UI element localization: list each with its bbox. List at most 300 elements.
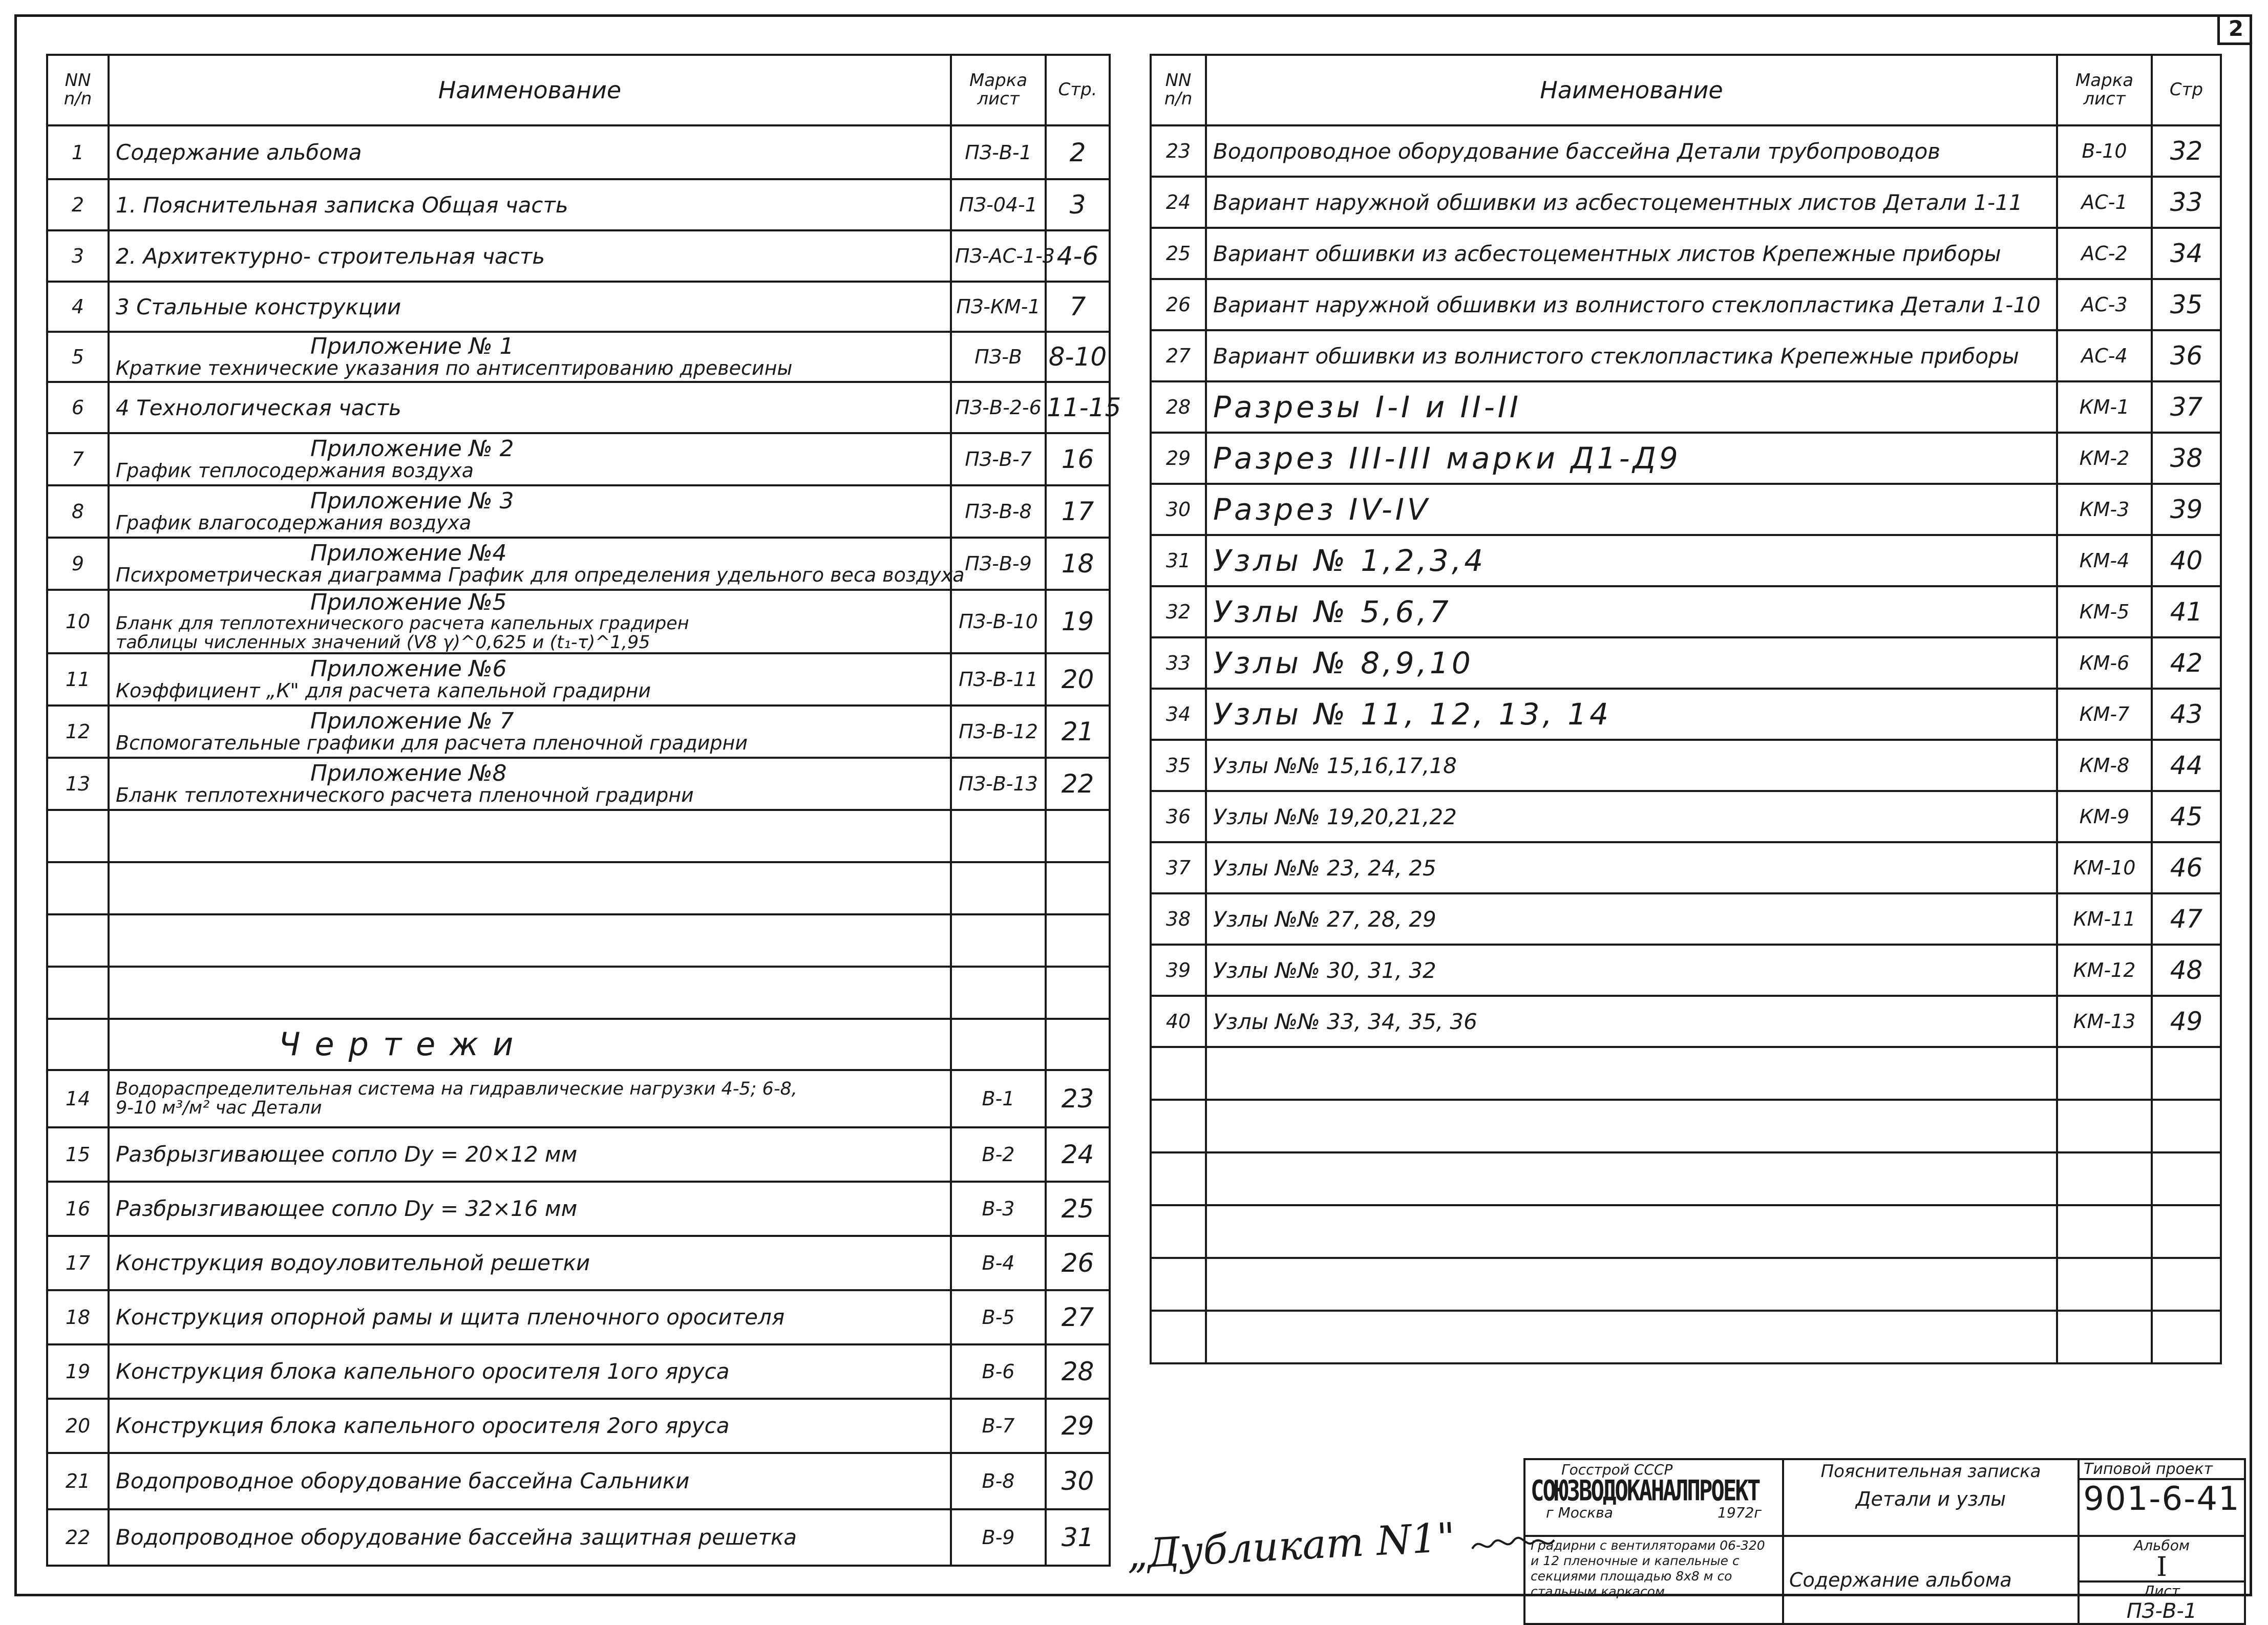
row-name: Конструкция опорной рамы и щита пленочного оросителя <box>109 1290 951 1344</box>
empty-row <box>1151 1100 2221 1152</box>
empty-cell <box>2152 1258 2221 1311</box>
row-name: Водопроводное оборудование бассейна защитная решетка <box>109 1509 951 1566</box>
empty-cell <box>2057 1152 2152 1205</box>
row-page: 8-10 <box>1046 332 1110 382</box>
row-mark: АС-4 <box>2057 330 2152 381</box>
row-name: 4 Технологическая часть <box>109 382 951 433</box>
appendix-label: Приложение № 2 <box>310 435 514 462</box>
header-name: Наименование <box>109 55 951 125</box>
row-mark: ПЗ-В-9 <box>951 538 1046 590</box>
row-mark: В-6 <box>951 1344 1046 1399</box>
row-name <box>109 1070 951 1127</box>
project-label: Типовой проект <box>2080 1460 2244 1480</box>
row-mark: КМ-11 <box>2057 893 2152 945</box>
row-number: 30 <box>1151 484 1206 535</box>
row-page: 46 <box>2152 842 2221 893</box>
row-page: 35 <box>2152 279 2221 330</box>
row-number: 33 <box>1151 637 1206 689</box>
album-cell <box>2079 1536 2245 1624</box>
row-title-2: 9-10 м³/м² час Детали <box>116 1097 322 1118</box>
org-name: СОЮЗВОДОКАНАЛПРОЕКТ <box>1531 1474 1760 1508</box>
row-page: 23 <box>1046 1070 1110 1127</box>
header-page: Стр <box>2152 55 2221 125</box>
row-number: 13 <box>47 758 109 810</box>
row-name: Вариант обшивки из волнистого стеклопластика Крепежные приборы <box>1206 330 2057 381</box>
table-row <box>47 758 1110 810</box>
row-name <box>109 485 951 538</box>
row-page: 31 <box>1046 1509 1110 1566</box>
row-number: 21 <box>47 1453 109 1509</box>
album-label: Альбом <box>2133 1537 2190 1554</box>
table-row <box>1151 228 2221 279</box>
header-page: Стр. <box>1046 55 1110 125</box>
row-page: 16 <box>1046 433 1110 485</box>
row-mark: ПЗ-В-10 <box>951 590 1046 653</box>
album-number: I <box>2080 1554 2244 1583</box>
row-name: Разрезы I-I и II-II <box>1206 381 2057 433</box>
empty-row <box>47 967 1110 1019</box>
row-page: 18 <box>1046 538 1110 590</box>
description: Градирни с вентиляторами 06-320 и 12 пленочные и капельные с секциями площадью 8х8 м со стальным каркасом <box>1531 1538 1765 1599</box>
row-number: 28 <box>1151 381 1206 433</box>
table-row <box>1151 381 2221 433</box>
row-mark: КМ-8 <box>2057 740 2152 791</box>
row-name: Водопроводное оборудование бассейна Детали трубопроводов <box>1206 125 2057 177</box>
empty-cell <box>951 914 1046 967</box>
row-title: Краткие технические указания по антисептированию древесины <box>116 357 793 380</box>
row-number: 23 <box>1151 125 1206 177</box>
empty-cell <box>1046 914 1110 967</box>
row-mark: КМ-6 <box>2057 637 2152 689</box>
table-row <box>47 1070 1110 1127</box>
empty-cell <box>1206 1152 2057 1205</box>
empty-cell <box>47 1019 109 1070</box>
row-number: 39 <box>1151 945 1206 996</box>
row-number: 1 <box>47 125 109 179</box>
row-page: 4-6 <box>1046 230 1110 282</box>
empty-cell <box>2057 1205 2152 1258</box>
table-row <box>1151 791 2221 842</box>
row-name: Содержание альбома <box>109 125 951 179</box>
row-name: Узлы №№ 30, 31, 32 <box>1206 945 2057 996</box>
row-page: 32 <box>2152 125 2221 177</box>
header-mark: Марка лист <box>951 55 1046 125</box>
row-name: Конструкция блока капельного оросителя 1ого яруса <box>109 1344 951 1399</box>
appendix-label: Приложение №8 <box>310 760 507 786</box>
row-name: Конструкция блока капельного оросителя 2ого яруса <box>109 1399 951 1453</box>
row-number: 6 <box>47 382 109 433</box>
row-number: 40 <box>1151 996 1206 1047</box>
row-mark: В-10 <box>2057 125 2152 177</box>
row-name <box>109 538 965 590</box>
empty-cell <box>1046 810 1110 862</box>
table-row <box>47 1399 1110 1453</box>
row-mark: ПЗ-В-1 <box>951 125 1046 179</box>
table-row <box>1151 893 2221 945</box>
row-mark: ПЗ-В-2-6 <box>951 382 1046 433</box>
row-page: 29 <box>1046 1399 1110 1453</box>
row-mark: КМ-3 <box>2057 484 2152 535</box>
row-number: 22 <box>47 1509 109 1566</box>
empty-cell <box>1206 1311 2057 1363</box>
row-page: 40 <box>2152 535 2221 586</box>
table-row <box>1151 484 2221 535</box>
row-page: 41 <box>2152 586 2221 637</box>
row-mark: ПЗ-В-7 <box>951 433 1046 485</box>
row-title: График влагосодержания воздуха <box>116 511 472 534</box>
row-page: 7 <box>1046 282 1110 332</box>
table-row <box>1151 433 2221 484</box>
table-header <box>47 55 1110 125</box>
table-row <box>47 1182 1110 1236</box>
row-title: Бланк теплотехнического расчета пленочной градирни <box>116 783 694 806</box>
row-page: 11-15 <box>1046 382 1110 433</box>
row-name: 3 Стальные конструкции <box>109 282 951 332</box>
sheet-title-cell <box>1783 1536 2079 1624</box>
table-row <box>47 653 1110 705</box>
empty-cell <box>2057 1258 2152 1311</box>
empty-cell <box>109 914 951 967</box>
row-number: 27 <box>1151 330 1206 381</box>
empty-row <box>1151 1152 2221 1205</box>
row-number: 25 <box>1151 228 1206 279</box>
row-page: 34 <box>2152 228 2221 279</box>
empty-cell <box>2152 1205 2221 1258</box>
row-name: Разрез III-III марки Д1-Д9 <box>1206 433 2057 484</box>
appendix-label: Приложение № 1 <box>310 333 514 359</box>
row-name: Узлы №№ 15,16,17,18 <box>1206 740 2057 791</box>
row-page: 48 <box>2152 945 2221 996</box>
row-number: 2 <box>47 179 109 230</box>
row-mark: КМ-1 <box>2057 381 2152 433</box>
table-row <box>47 179 1110 230</box>
row-title-2: таблицы численных значений (V8 γ)^0,625 и (t₁-τ)^1,95 <box>116 632 650 653</box>
appendix-label: Приложение № 3 <box>310 487 514 514</box>
row-number: 10 <box>47 590 109 653</box>
row-page: 3 <box>1046 179 1110 230</box>
row-number: 7 <box>47 433 109 485</box>
row-name: Узлы № 11, 12, 13, 14 <box>1206 689 2057 740</box>
row-name: Разбрызгивающее сопло Dу = 20×12 мм <box>109 1127 951 1182</box>
empty-row <box>1151 1047 2221 1100</box>
row-mark: В-9 <box>951 1509 1046 1566</box>
table-row <box>47 433 1110 485</box>
empty-cell <box>1046 862 1110 914</box>
row-page: 26 <box>1046 1236 1110 1290</box>
row-name <box>109 590 951 653</box>
header-mark: Марка лист <box>2057 55 2152 125</box>
empty-cell <box>2152 1311 2221 1363</box>
appendix-label: Приложение №6 <box>310 655 507 682</box>
row-page: 33 <box>2152 177 2221 228</box>
row-mark: КМ-10 <box>2057 842 2152 893</box>
empty-cell <box>47 810 109 862</box>
row-page: 49 <box>2152 996 2221 1047</box>
project-number: 901-6-41 <box>2083 1480 2240 1518</box>
row-number: 11 <box>47 653 109 705</box>
row-page: 2 <box>1046 125 1110 179</box>
table-row <box>47 705 1110 758</box>
row-mark: АС-2 <box>2057 228 2152 279</box>
sheet-code: ПЗ-В-1 <box>2126 1599 2197 1623</box>
table-header <box>1151 55 2221 125</box>
empty-cell <box>2152 1152 2221 1205</box>
org-cell <box>1524 1459 1783 1536</box>
sheet-label: Лист <box>2144 1583 2180 1599</box>
row-title: Вспомогательные графики для расчета пленочной градирни <box>116 731 748 754</box>
row-page: 39 <box>2152 484 2221 535</box>
row-mark: ПЗ-КМ-1 <box>951 282 1046 332</box>
header-num: NN n/n <box>1151 55 1206 125</box>
table-row <box>1151 996 2221 1047</box>
appendix-label: Приложение №4 <box>310 540 507 566</box>
row-name: Конструкция водоуловительной решетки <box>109 1236 951 1290</box>
header-num: NN n/n <box>47 55 109 125</box>
row-name <box>109 758 951 810</box>
table-row <box>1151 637 2221 689</box>
row-number: 29 <box>1151 433 1206 484</box>
empty-cell <box>1046 967 1110 1019</box>
empty-cell <box>109 862 951 914</box>
table-row <box>1151 330 2221 381</box>
row-title: Бланк для теплотехнического расчета капельных градирен <box>116 613 689 634</box>
empty-cell <box>951 1019 1046 1070</box>
row-mark: В-2 <box>951 1127 1046 1182</box>
row-page: 24 <box>1046 1127 1110 1182</box>
row-mark: В-4 <box>951 1236 1046 1290</box>
row-mark: В-7 <box>951 1399 1046 1453</box>
table-row <box>1151 586 2221 637</box>
empty-cell <box>2057 1047 2152 1100</box>
table-row <box>47 590 1110 653</box>
sheet-title: Содержание альбома <box>1789 1569 2012 1591</box>
project-cell <box>2079 1459 2245 1536</box>
empty-cell <box>2152 1047 2221 1100</box>
row-page: 37 <box>2152 381 2221 433</box>
row-number: 37 <box>1151 842 1206 893</box>
row-mark: ПЗ-04-1 <box>951 179 1046 230</box>
row-number: 5 <box>47 332 109 382</box>
row-number: 14 <box>47 1070 109 1127</box>
row-number: 31 <box>1151 535 1206 586</box>
table-row <box>47 1344 1110 1399</box>
row-title: Психрометрическая диаграмма График для определения удельного веса воздуха <box>116 564 965 587</box>
row-page: 42 <box>2152 637 2221 689</box>
row-page: 28 <box>1046 1344 1110 1399</box>
row-mark: ПЗ-АС-1-3 <box>951 230 1046 282</box>
row-name: 2. Архитектурно- строительная часть <box>109 230 951 282</box>
table-row <box>47 1453 1110 1509</box>
empty-cell <box>2152 1100 2221 1152</box>
empty-cell <box>109 967 951 1019</box>
empty-row <box>47 914 1110 967</box>
empty-cell <box>47 914 109 967</box>
row-number: 18 <box>47 1290 109 1344</box>
row-number: 32 <box>1151 586 1206 637</box>
row-number: 8 <box>47 485 109 538</box>
table-row <box>47 1290 1110 1344</box>
row-mark: АС-1 <box>2057 177 2152 228</box>
table-row <box>1151 740 2221 791</box>
row-mark: КМ-12 <box>2057 945 2152 996</box>
row-page: 38 <box>2152 433 2221 484</box>
contents-table-left <box>46 54 1121 1567</box>
empty-cell <box>1046 1019 1110 1070</box>
empty-cell <box>2057 1100 2152 1152</box>
row-number: 9 <box>47 538 109 590</box>
row-name: Узлы № 1,2,3,4 <box>1206 535 2057 586</box>
empty-cell <box>1151 1100 1206 1152</box>
row-mark: ПЗ-В-11 <box>951 653 1046 705</box>
row-mark: КМ-2 <box>2057 433 2152 484</box>
org-top: Госстрой СССР <box>1561 1461 1673 1478</box>
row-name: Узлы №№ 27, 28, 29 <box>1206 893 2057 945</box>
empty-cell <box>951 967 1046 1019</box>
row-mark: В-3 <box>951 1182 1046 1236</box>
row-number: 12 <box>47 705 109 758</box>
empty-cell <box>951 810 1046 862</box>
row-page: 17 <box>1046 485 1110 538</box>
empty-cell <box>1151 1311 1206 1363</box>
row-mark: ПЗ-В-13 <box>951 758 1046 810</box>
row-number: 26 <box>1151 279 1206 330</box>
row-name <box>109 433 951 485</box>
table-row <box>47 332 1110 382</box>
city: г Москва <box>1546 1504 1613 1521</box>
doc-title-cell <box>1783 1459 2079 1536</box>
row-number: 15 <box>47 1127 109 1182</box>
row-name: Узлы №№ 23, 24, 25 <box>1206 842 2057 893</box>
row-page: 21 <box>1046 705 1110 758</box>
row-number: 16 <box>47 1182 109 1236</box>
empty-cell <box>1151 1152 1206 1205</box>
table-row <box>47 382 1110 433</box>
table-row <box>1151 279 2221 330</box>
table-row <box>1151 945 2221 996</box>
doc-title: Пояснительная записка <box>1820 1461 2041 1482</box>
row-mark: КМ-5 <box>2057 586 2152 637</box>
table-row <box>47 230 1110 282</box>
row-page: 36 <box>2152 330 2221 381</box>
row-mark: КМ-4 <box>2057 535 2152 586</box>
table-row <box>1151 842 2221 893</box>
row-mark: ПЗ-В-12 <box>951 705 1046 758</box>
row-name: Узлы № 5,6,7 <box>1206 586 2057 637</box>
table-row <box>1151 535 2221 586</box>
empty-cell <box>47 967 109 1019</box>
row-name: Водопроводное оборудование бассейна Сальники <box>109 1453 951 1509</box>
sheet-number: 2 <box>2217 14 2252 45</box>
row-page: 20 <box>1046 653 1110 705</box>
row-mark: КМ-9 <box>2057 791 2152 842</box>
empty-cell <box>1151 1205 1206 1258</box>
row-page: 22 <box>1046 758 1110 810</box>
empty-cell <box>951 862 1046 914</box>
row-page: 43 <box>2152 689 2221 740</box>
title-block <box>1523 1458 2246 1625</box>
empty-cell <box>1206 1205 2057 1258</box>
row-name <box>109 705 951 758</box>
row-name: Узлы № 8,9,10 <box>1206 637 2057 689</box>
contents-table-right <box>1150 54 2222 1364</box>
row-name: Разрез IV-IV <box>1206 484 2057 535</box>
row-mark: КМ-13 <box>2057 996 2152 1047</box>
row-name: Вариант наружной обшивки из волнистого стеклопластика Детали 1-10 <box>1206 279 2057 330</box>
row-name: 1. Пояснительная записка Общая часть <box>109 179 951 230</box>
empty-cell <box>1151 1258 1206 1311</box>
row-mark: В-8 <box>951 1453 1046 1509</box>
row-name <box>109 332 951 382</box>
row-page: 19 <box>1046 590 1110 653</box>
row-number: 3 <box>47 230 109 282</box>
table-row <box>1151 125 2221 177</box>
table-row <box>47 538 1110 590</box>
row-name: Разбрызгивающее сопло Dу = 32×16 мм <box>109 1182 951 1236</box>
table-row <box>47 485 1110 538</box>
empty-cell <box>1206 1047 2057 1100</box>
row-title: График теплосодержания воздуха <box>116 459 474 482</box>
row-number: 34 <box>1151 689 1206 740</box>
row-name: Вариант обшивки из асбестоцементных листов Крепежные приборы <box>1206 228 2057 279</box>
row-page: 44 <box>2152 740 2221 791</box>
empty-row <box>47 862 1110 914</box>
row-name: Узлы №№ 19,20,21,22 <box>1206 791 2057 842</box>
table-row <box>47 125 1110 179</box>
appendix-label: Приложение № 7 <box>310 708 514 734</box>
empty-cell <box>1206 1100 2057 1152</box>
empty-cell <box>109 810 951 862</box>
row-title: Коэффициент „К" для расчета капельной градирни <box>116 679 651 702</box>
description-cell <box>1524 1536 1783 1624</box>
year: 1972г <box>1718 1504 1762 1521</box>
empty-row <box>1151 1205 2221 1258</box>
empty-cell <box>1206 1258 2057 1311</box>
empty-cell <box>2057 1311 2152 1363</box>
table-row <box>47 1127 1110 1182</box>
table-row <box>1151 689 2221 740</box>
row-page: 45 <box>2152 791 2221 842</box>
empty-cell <box>1151 1047 1206 1100</box>
appendix-label: Приложение №5 <box>310 589 507 615</box>
empty-row <box>1151 1311 2221 1363</box>
empty-row <box>47 810 1110 862</box>
empty-row <box>1151 1258 2221 1311</box>
row-page: 47 <box>2152 893 2221 945</box>
row-number: 17 <box>47 1236 109 1290</box>
drawings-heading-row <box>47 1019 1110 1070</box>
row-number: 35 <box>1151 740 1206 791</box>
row-mark: АС-3 <box>2057 279 2152 330</box>
doc-subtitle: Детали и узлы <box>1855 1488 2006 1510</box>
row-name: Узлы №№ 33, 34, 35, 36 <box>1206 996 2057 1047</box>
header-name: Наименование <box>1206 55 2057 125</box>
table-row <box>1151 177 2221 228</box>
row-mark: В-1 <box>951 1070 1046 1127</box>
table-row <box>47 1509 1110 1566</box>
row-page: 30 <box>1046 1453 1110 1509</box>
table-row <box>47 282 1110 332</box>
row-mark: В-5 <box>951 1290 1046 1344</box>
row-mark: КМ-7 <box>2057 689 2152 740</box>
duplicate-stamp: „Дубликат N1" <box>1126 1514 1457 1578</box>
row-number: 24 <box>1151 177 1206 228</box>
row-number: 4 <box>47 282 109 332</box>
row-number: 20 <box>47 1399 109 1453</box>
row-name: Вариант наружной обшивки из асбестоцементных листов Детали 1-11 <box>1206 177 2057 228</box>
row-mark: ПЗ-В <box>951 332 1046 382</box>
row-number: 38 <box>1151 893 1206 945</box>
drawings-heading: Чертежи <box>109 1019 951 1070</box>
